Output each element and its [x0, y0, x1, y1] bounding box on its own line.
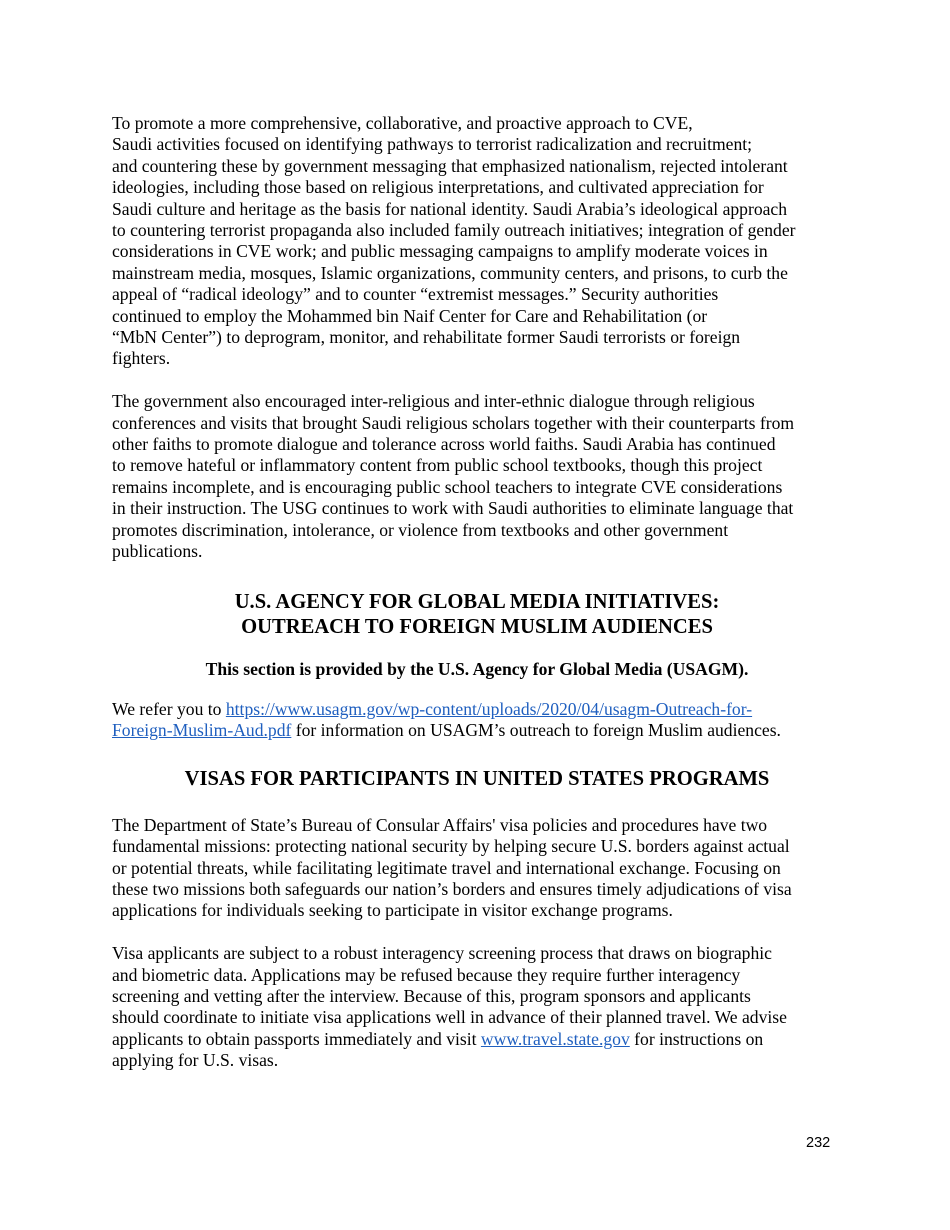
text-line: applications for individuals seeking to participate in visitor exchange programs.: [112, 900, 673, 921]
text-line: to remove hateful or inflammatory content from public school textbooks, though this project: [112, 455, 763, 476]
text-line: ideologies, including those based on religious interpretations, and cultivated appreciation for: [112, 177, 764, 198]
text-line: The Department of State’s Bureau of Consular Affairs' visa policies and procedures have two: [112, 814, 768, 835]
text-line: these two missions both safeguards our nation’s borders and ensures timely adjudications of visa: [112, 878, 792, 899]
consular-paragraph: [112, 815, 842, 922]
text-line: continued to employ the Mohammed bin Naif Center for Care and Rehabilitation (or: [112, 305, 708, 326]
text-line: Visa applicants are subject to a robust interagency screening process that draws on biographic: [112, 943, 772, 964]
text-line: [112, 720, 842, 741]
text-line: appeal of “radical ideology” and to counter “extremist messages.” Security authorities: [112, 284, 719, 305]
text-line: publications.: [112, 541, 203, 562]
text-line: to countering terrorist propaganda also included family outreach initiatives; integration of gender: [112, 220, 796, 241]
usagm-provided-by: This section is provided by the U.S. Agency for Global Media (USAGM).: [205, 658, 749, 679]
usagm-outreach-link[interactable]: https://www.usagm.gov/wp-content/uploads/2020/04/usagm-Outreach-for-: [225, 698, 753, 719]
usagm-heading-line: OUTREACH TO FOREIGN MUSLIM AUDIENCES: [241, 615, 713, 638]
usagm-heading: [112, 590, 842, 640]
visas-heading: VISAS FOR PARTICIPANTS IN UNITED STATES PROGRAMS: [184, 767, 770, 790]
text-line: conferences and visits that brought Saudi religious scholars together with their counterparts from: [112, 412, 795, 433]
text-line: “MbN Center”) to deprogram, monitor, and rehabilitate former Saudi terrorists or foreign: [112, 327, 741, 348]
screening-paragraph: [112, 943, 842, 1071]
document-body: [112, 113, 842, 1072]
text-line: mainstream media, mosques, Islamic organizations, community centers, and prisons, to curb the: [112, 262, 788, 283]
refer-suffix: for information on USAGM’s outreach to foreign Muslim audiences.: [291, 720, 781, 741]
text-line: applying for U.S. visas.: [112, 1050, 279, 1071]
text-line: fundamental missions: protecting national security by helping secure U.S. borders against actual: [112, 836, 790, 857]
usagm-outreach-link-continued[interactable]: Foreign-Muslim-Aud.pdf: [112, 720, 292, 741]
cve-paragraph: [112, 113, 842, 370]
visit-suffix: for instructions on: [629, 1028, 764, 1049]
refer-prefix: We refer you to: [112, 698, 226, 719]
text-line: To promote a more comprehensive, collaborative, and proactive approach to CVE,: [112, 113, 693, 133]
dialogue-paragraph: [112, 391, 842, 562]
usagm-heading-line: U.S. AGENCY FOR GLOBAL MEDIA INITIATIVES:: [234, 590, 720, 613]
text-line: considerations in CVE work; and public messaging campaigns to amplify moderate voices in: [112, 241, 768, 262]
text-line: remains incomplete, and is encouraging public school teachers to integrate CVE considerations: [112, 476, 783, 497]
text-line: Saudi activities focused on identifying pathways to terrorist radicalization and recruitment;: [112, 134, 753, 155]
usagm-reference-paragraph: [112, 699, 842, 742]
text-line: promotes discrimination, intolerance, or violence from textbooks and other government: [112, 519, 729, 540]
text-line: and biometric data. Applications may be refused because they require further interagency: [112, 964, 741, 985]
text-line: should coordinate to initiate visa applications well in advance of their planned travel. We advise: [112, 1007, 787, 1028]
text-line: The government also encouraged inter-religious and inter-ethnic dialogue through religious: [112, 391, 755, 412]
text-line: [112, 699, 842, 720]
text-line: and countering these by government messaging that emphasized nationalism, rejected intolerant: [112, 155, 788, 176]
visit-prefix: applicants to obtain passports immediately and visit: [112, 1028, 481, 1049]
travel-state-gov-link[interactable]: www.travel.state.gov: [480, 1028, 630, 1049]
page-number: 232: [806, 1135, 831, 1151]
text-line: or potential threats, while facilitating legitimate travel and international exchange. Focusing on: [112, 857, 781, 878]
text-line: screening and vetting after the interview. Because of this, program sponsors and applicants: [112, 985, 751, 1006]
text-line: Saudi culture and heritage as the basis for national identity. Saudi Arabia’s ideological approach: [112, 198, 788, 219]
text-line: fighters.: [112, 348, 171, 369]
text-line: in their instruction. The USG continues to work with Saudi authorities to eliminate language that: [112, 498, 794, 519]
text-line: [112, 1029, 842, 1050]
text-line: other faiths to promote dialogue and tolerance across world faiths. Saudi Arabia has continued: [112, 434, 776, 455]
